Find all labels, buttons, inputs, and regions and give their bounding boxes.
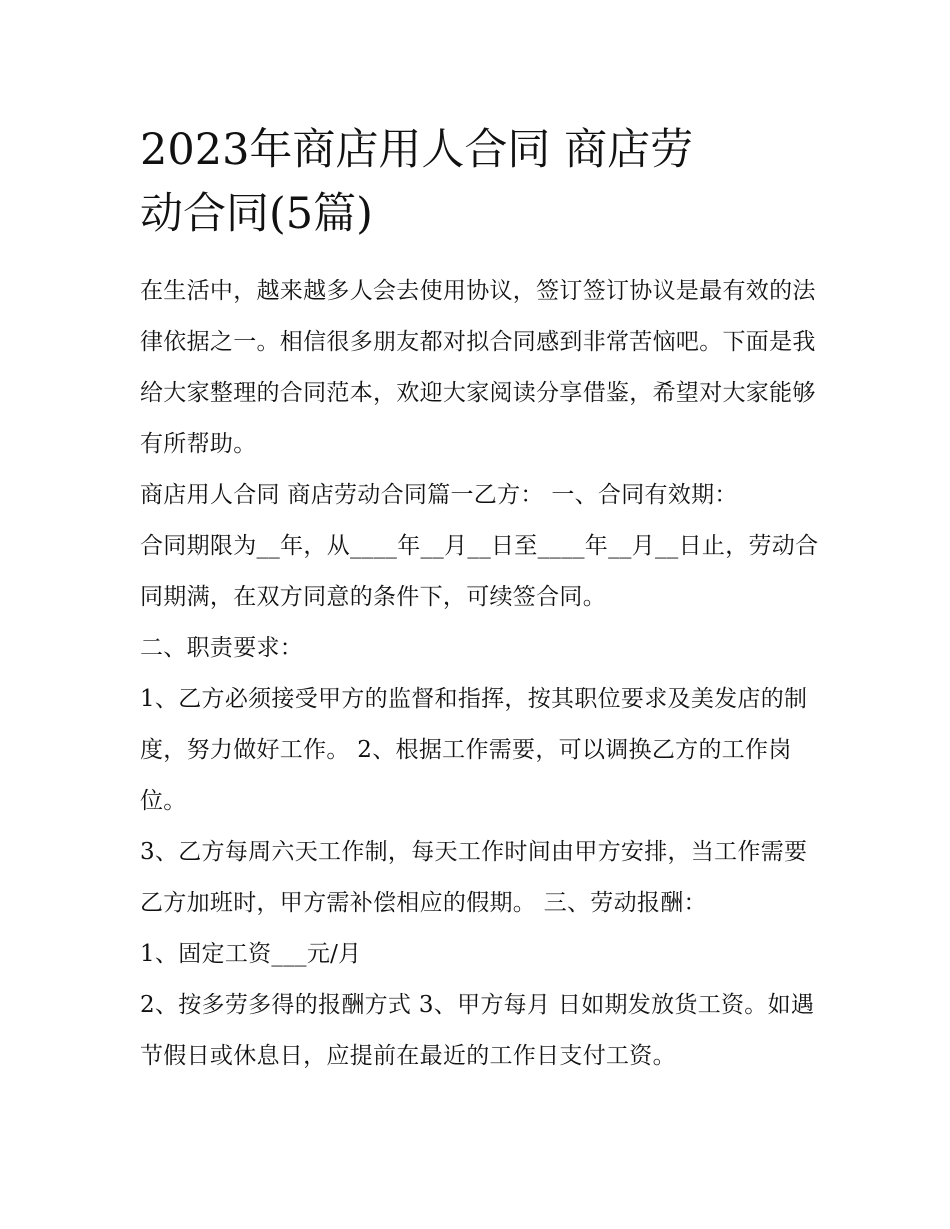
salary-item-1: 1、固定工资___元/月 — [140, 941, 362, 967]
duty-item-3: 3、乙方每周六天工作制，每天工作时间由甲方安排，当工作需要乙方加班时，甲方需补偿相应的假期。 三、劳动报酬： — [140, 839, 808, 916]
document-title — [140, 118, 830, 246]
duty-item-1: 1、乙方必须接受甲方的监督和指挥，按其职位要求及美发店的制度，努力做好工作。 2、根据工作需要，可以调换乙方的工作岗位。 — [140, 686, 808, 814]
salary-item-2: 2、按多劳多得的报酬方式 3、甲方每月 日如期发放货工资。如遇节假日或休息日，应提前在最近的工作日支付工资。 — [140, 992, 815, 1069]
contract-term-paragraph: 合同期限为__年，从____年__月__日至____年__月__日止，劳动合同期满，在双方同意的条件下，可续签合同。 — [140, 533, 819, 610]
document-page — [140, 118, 830, 1082]
title-line-1: 2023年商店用人合同 商店劳 — [140, 125, 694, 175]
section-heading-contract-period: 商店用人合同 商店劳动合同篇一乙方： 一、合同有效期： — [140, 482, 738, 508]
section-heading-duties: 二、职责要求： — [140, 635, 304, 661]
intro-paragraph: 在生活中，越来越多人会去使用协议，签订签订协议是最有效的法律依据之一。相信很多朋友都对拟合同感到非常苦恼吧。下面是我给大家整理的合同范本，欢迎大家阅读分享借鉴，希望对大家能够有所帮助。 — [140, 278, 816, 457]
title-line-2: 动合同(5篇) — [140, 189, 373, 239]
document-body — [140, 266, 830, 1082]
